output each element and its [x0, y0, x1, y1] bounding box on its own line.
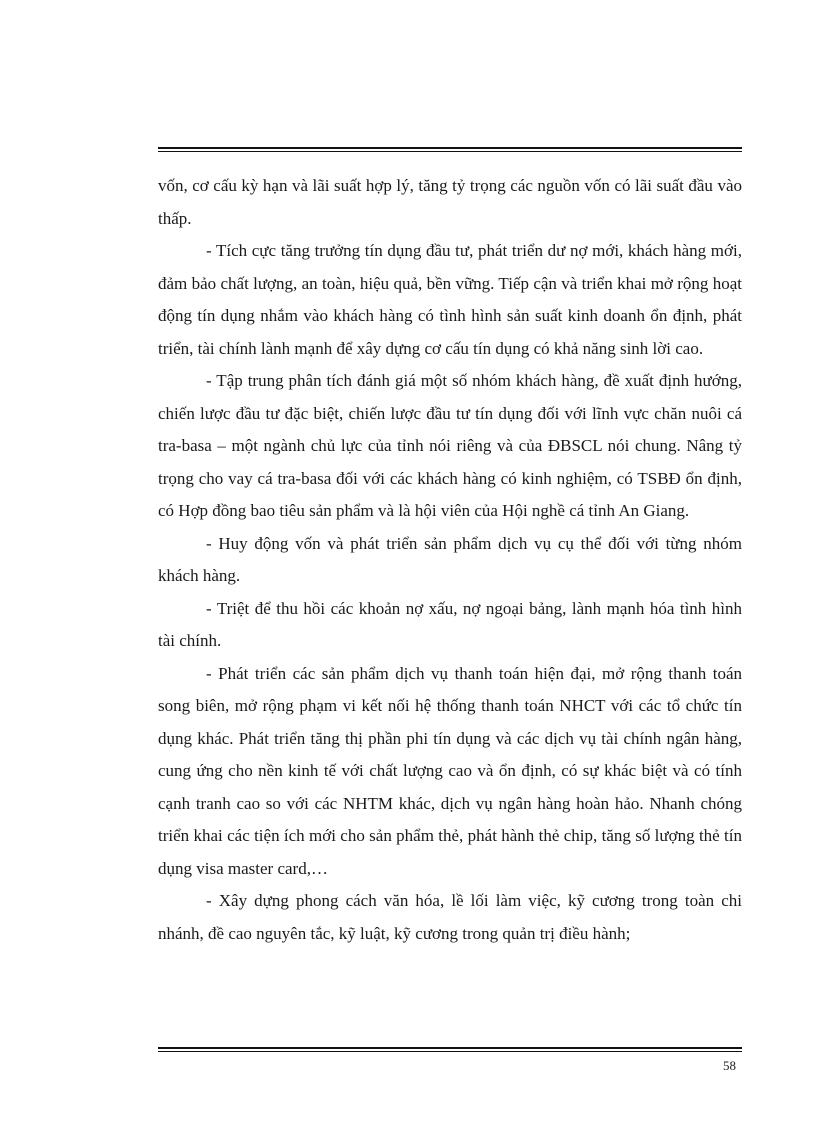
- page-number: 58: [723, 1058, 736, 1073]
- paragraph: vốn, cơ cấu kỳ hạn và lãi suất hợp lý, tăng tỷ trọng các nguồn vốn có lãi suất đầu vào thấp.: [158, 176, 742, 228]
- header-rule: [158, 147, 742, 152]
- paragraph: - Huy động vốn và phát triển sản phẩm dịch vụ cụ thể đối với từng nhóm khách hàng.: [158, 533, 742, 585]
- page-body: [158, 170, 742, 950]
- footer-rule: [158, 1047, 742, 1052]
- paragraph: - Phát triển các sản phẩm dịch vụ thanh toán hiện đại, mở rộng thanh toán song biên, mở rộng phạm vi kết nối hệ thống thanh toán NHCT với các tổ chức tín dụng khác. Phát triển tăng thị phần phi tín dụng và các dịch vụ tài chính ngân hàng, cung ứng cho nền kinh tế với chất lượng cao và ổn định, có sự khác biệt và có tính cạnh tranh cao so với các NHTM khác, dịch vụ ngân hàng hoàn hảo. Nhanh chóng triển khai các tiện ích mới cho sản phẩm thẻ, phát hành thẻ chip, tăng số lượng thẻ tín dụng visa master card,…: [158, 663, 742, 878]
- paragraph: - Tập trung phân tích đánh giá một số nhóm khách hàng, đề xuất định hướng, chiến lược đầu tư đặc biệt, chiến lược đầu tư tín dụng đối với lĩnh vực chăn nuôi cá tra-basa – một ngành chủ lực của tỉnh nói riêng và của ĐBSCL nói chung. Nâng tỷ trọng cho vay cá tra-basa đối với các khách hàng có kinh nghiệm, có TSBĐ ổn định, có Hợp đồng bao tiêu sản phẩm và là hội viên của Hội nghề cá tỉnh An Giang.: [158, 371, 742, 520]
- paragraph: - Tích cực tăng trưởng tín dụng đầu tư, phát triển dư nợ mới, khách hàng mới, đảm bảo chất lượng, an toàn, hiệu quả, bền vững. Tiếp cận và triển khai mở rộng hoạt động tín dụng nhắm vào khách hàng có tình hình sản suất kinh doanh ổn định, phát triển, tài chính lành mạnh để xây dựng cơ cấu tín dụng có khả năng sinh lời cao.: [158, 241, 742, 358]
- paragraph: - Triệt để thu hồi các khoản nợ xấu, nợ ngoại bảng, lành mạnh hóa tình hình tài chính.: [158, 598, 742, 650]
- paragraph: - Xây dựng phong cách văn hóa, lề lối làm việc, kỹ cương trong toàn chi nhánh, đề cao nguyên tắc, kỹ luật, kỹ cương trong quản trị điều hành;: [158, 891, 742, 943]
